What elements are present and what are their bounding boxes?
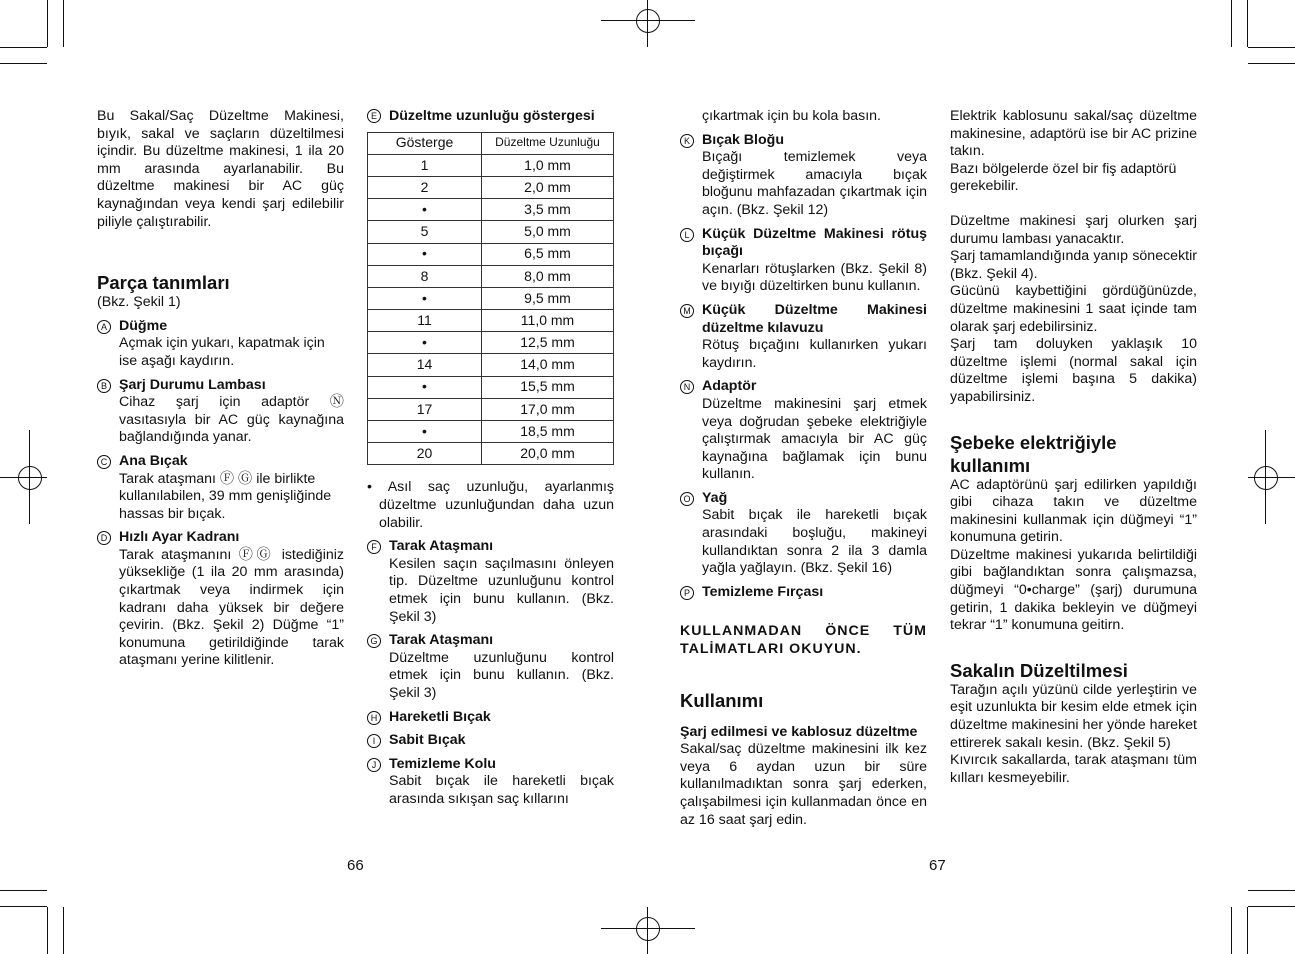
paragraph: Şarj tamamlandığında yanıp sönecektir (Bkz. Şekil 4). [950,248,1197,282]
part-item [367,756,614,809]
part-title: Tarak Ataşmanı [389,632,494,649]
marker-l: L [680,228,694,242]
part-body: Tarak ataşmanı Ⓕ Ⓖ ile birlikte kullanılabilen, 39 mm genişliğinde hassas bir bıçak. [119,470,332,522]
length-cell: 3,5 mm [482,199,614,221]
length-cell: 17,0 mm [482,398,614,420]
part-body: Düzeltme uzunluğunu kontrol etmek için bunu kullanın. (Bkz. Şekil 3) [389,649,614,701]
usage-subheading: Şarj edilmesi ve kablosuz düzeltme [680,723,918,740]
mains-heading: Şebeke elektriğiyle kullanımı [950,431,1117,476]
length-cell: 11,0 mm [482,310,614,332]
part-item [367,709,614,727]
part-title: Küçük Düzeltme Makinesi düzeltme kılavuzu [702,301,927,336]
part-item [97,529,344,670]
middle-column [367,108,614,809]
table-row [368,287,614,309]
gosterge-cell: • [368,199,482,221]
figure-reference: (Bkz. Şekil 1) [97,294,181,311]
part-body: Sabit bıçak ile hareketli bıçak arasında sıkışan saç kıllarını [389,773,614,807]
length-cell: 9,5 mm [482,287,614,309]
marker-m: M [680,304,694,318]
table-row [368,332,614,354]
page-number-right: 67 [929,857,946,874]
marker-k: K [680,134,694,148]
length-cell: 15,5 mm [482,376,614,398]
table-row [368,376,614,398]
length-cell: 12,5 mm [482,332,614,354]
usage-heading: Kullanımı [680,689,764,711]
part-body: Kesilen saçın saçılmasını önleyen tip. Düzeltme uzunluğunu kontrol etmek için bunu kullanın. (Bkz. Şekil 3) [389,555,614,625]
table-row [368,243,614,265]
col-header-gosterge: Gösterge [368,132,482,154]
gosterge-cell: • [368,243,482,265]
table-row [368,443,614,465]
paragraph: Bazı bölgelerde özel bir fiş adaptörü gerekebilir. [950,160,1177,195]
part-body: Açmak için yukarı, kapatmak için ise aşağı kaydırın. [119,335,325,369]
part-item [367,538,614,626]
part-title: Küçük Düzeltme Makinesi rötuş bıçağı [702,225,927,260]
part-body: Bıçağı temizlemek veya değiştirmek amacıyla bıçak bloğunu mahfazadan çıkartmak için açın. (Bkz. Şekil 12) [702,149,927,218]
part-body: Sabit bıçak ile hareketli bıçak arasındaki boşluğu, makineyi kullandıktan sonra 2 ila 3 damla yağla yağlayın. (Bkz. Şekil 16) [702,507,927,577]
marker-c: C [97,455,111,469]
part-title: Yağ [702,489,728,506]
length-cell: 8,0 mm [482,265,614,287]
gosterge-cell: • [368,332,482,354]
length-cell: 18,5 mm [482,421,614,443]
length-note: • Asıl saç uzunluğu, ayarlanmış düzeltme uzunluğundan daha uzun olabilir. [367,479,614,531]
part-title: Sabit Bıçak [389,732,466,749]
beard-heading: Sakalın Düzeltilmesi [950,659,1128,681]
gosterge-cell: 14 [368,354,482,376]
part-title: Hızlı Ayar Kadranı [119,529,240,546]
length-cell: 6,5 mm [482,243,614,265]
part-title: Ana Bıçak [119,452,188,469]
table-row [368,199,614,221]
gosterge-cell: • [368,421,482,443]
part-item [97,377,344,447]
paragraph: Şarj tam doluyken yaklaşık 10 düzeltme işlemi (normal sakal için düzeltme işlemi başına 5 dakika) yapabilirsiniz. [950,336,1197,405]
parts-list-2 [367,538,614,808]
table-row [368,154,614,176]
part-title: Hareketli Bıçak [389,708,491,725]
part-body: Tarak ataşmanını ⒻⒼ istediğiniz yüksekliğe (1 ila 20 mm arasında) çıkartmak veya indirmek için kadranı daha yüksek bir değere çevirin. (Bkz. Şekil 2) Düğme “1” konumuna getirildiğinde tarak ataşmanı yerine kilitlenir. [119,546,344,669]
paragraph: Kıvırcık sakallarda, tarak ataşmanı tüm kılları kesmeyebilir. [950,752,1197,786]
right-column [680,108,927,829]
parts-list-3 [680,132,927,602]
part-item [680,584,927,602]
gosterge-cell: 1 [368,154,482,176]
part-item [680,226,927,296]
continuation-text: çıkartmak için bu kola basın. [702,108,881,124]
table-caption [367,108,614,126]
marker-g: G [367,634,381,648]
paragraph: Tarağın açılı yüzünü cilde yerleştirin ve eşit uzunlukta bir kesim elde etmek için düzeltme makinesini her yönde hareket ettirerek sakalı kesin. (Bkz. Şekil 5) [950,681,1197,751]
part-item [680,132,927,220]
length-cell: 5,0 mm [482,221,614,243]
intro-paragraph: Bu Sakal/Saç Düzeltme Makinesi, bıyık, sakal ve saçların düzeltilmesi içindir. Bu düzeltme makinesi, 1 ila 20 mm arasında ayarlanabilir. Bu düzeltme makinesi bir AC güç kaynağından veya kendi şarj edilebilir piliyle çalıştırabilir. [97,108,344,230]
table-header-row [368,132,614,154]
marker-j: J [367,758,381,772]
gosterge-cell: 2 [368,176,482,198]
paragraph: Düzeltme makinesi şarj olurken şarj durumu lambası yanacaktır. [950,212,1197,247]
part-title: Bıçak Bloğu [702,131,784,148]
gosterge-cell: 8 [368,265,482,287]
length-cell: 2,0 mm [482,176,614,198]
part-item [367,632,614,702]
part-body: Düzeltme makinesini şarj etmek veya doğrudan şebeke elektriğiyle çalıştırmak amacıyla bir AC güç kaynağına bağlamak için bunu kullanın. [702,395,927,483]
table-row [368,176,614,198]
marker-n: N [680,380,694,394]
length-cell: 20,0 mm [482,443,614,465]
gosterge-cell: • [368,376,482,398]
parts-heading: Parça tanımları [97,272,230,294]
part-item [97,318,344,371]
paragraph: Düzeltme makinesi yukarıda belirtildiği gibi bağlandıktan sonra çalışmazsa, düğmeyi “0•charge” (şarj) durumuna getirin, 1 dakika bekleyin ve düğmeyi tekrar “1” konumuna geitirn. [950,546,1197,634]
part-item [97,453,344,523]
col-header-length: Düzeltme Uzunluğu [482,132,614,154]
far-right-column [950,108,1197,787]
marker-p: P [680,586,694,600]
warning-text: KULLANMADAN ÖNCE TÜM TALİMATLARI OKUYUN. [680,623,927,658]
usage-body: Sakal/saç düzeltme makinesini ilk kez veya 6 aydan uzun bir süre kullanılmadıktan sonra şarj ederken, çalışabilmesi için kullanmadan önce en az 16 saat şarj edin. [680,741,927,828]
table-row [368,421,614,443]
marker-o: O [680,492,694,506]
part-item [680,302,927,372]
gosterge-cell: 17 [368,398,482,420]
paragraph: Elektrik kablosunu sakal/saç düzeltme makinesine, adaptörü ise bir AC prizine takın. [950,108,1197,160]
gosterge-cell: 11 [368,310,482,332]
gosterge-cell: 20 [368,443,482,465]
table-row [368,221,614,243]
marker-h: H [367,711,381,725]
length-cell: 1,0 mm [482,154,614,176]
gosterge-cell: • [368,287,482,309]
table-row [368,265,614,287]
marker-f: F [367,540,381,554]
part-body: Kenarları rötuşlarken (Bkz. Şekil 8) ve bıyığı düzeltirken bunu kullanın. [702,260,927,295]
left-column [97,108,344,670]
part-item [367,732,614,750]
length-table [367,132,614,466]
marker-b: B [97,379,111,393]
marker-i: I [367,734,381,748]
part-title: Adaptör [702,378,757,395]
part-title: Temizleme Fırçası [702,583,824,600]
page-number-left: 66 [347,857,364,874]
part-title: Temizleme Kolu [389,755,496,772]
part-title: Şarj Durumu Lambası [119,376,266,393]
table-title: Düzeltme uzunluğu göstergesi [389,108,595,124]
paragraph: Gücünü kaybettiğini gördüğünüzde, düzeltme makinesini 1 saat içinde tam olarak şarj edebilirsiniz. [950,283,1197,335]
part-body: Rötuş bıçağını kullanırken yukarı kaydırın. [702,337,927,371]
marker-a: A [97,320,111,334]
gosterge-cell: 5 [368,221,482,243]
marker-d: D [97,531,111,545]
part-item [680,490,927,578]
part-title: Düğme [119,317,168,334]
paragraph: AC adaptörünü şarj edilirken yapıldığı gibi cihaza takın ve düzeltme makinesini kullanmak için düğmeyi “1” konumuna getirin. [950,476,1197,546]
parts-list [97,318,344,670]
part-item [680,378,927,484]
table-row [368,398,614,420]
part-title: Tarak Ataşmanı [389,538,494,555]
part-body: Cihaz şarj için adaptör Ⓝ vasıtasıyla bir AC güç kaynağına bağlandığında yanar. [119,394,344,446]
marker-e: E [367,109,381,123]
table-row [368,310,614,332]
length-cell: 14,0 mm [482,354,614,376]
table-row [368,354,614,376]
